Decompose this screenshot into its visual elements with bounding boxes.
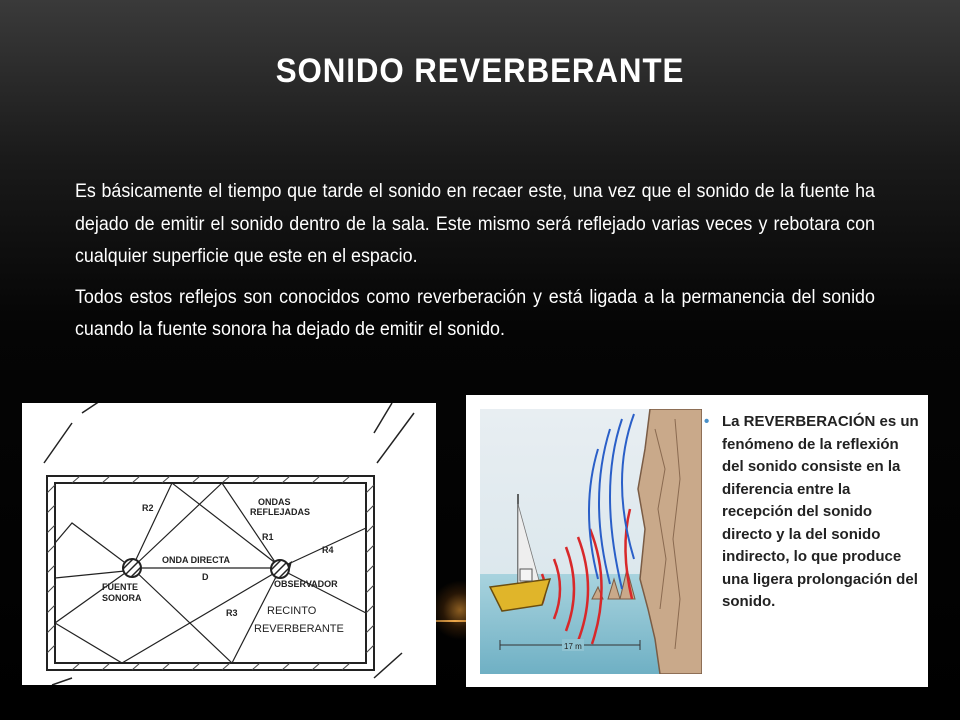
description-text: La REVERBERACIÓN es un fenómeno de la reflexión del sonido consiste en la diferencia entre la recepción del sonido directo y la del sonido indirecto, lo que produce una ligera prolongación del sonido. [722,413,919,610]
observador-icon [271,560,289,578]
label-r2: R2 [142,503,154,513]
reverberant-room-diagram [22,403,436,685]
paragraph-1: Es básicamente el tiempo que tarde el sonido en recaer este, una vez que el sonido de la fuente ha dejado de emitir el sonido dentro de la sala. Este mismo será reflejado varias veces y rebotara con cualquier superficie que este en el espacio. [75,181,875,267]
room-diagram-svg [22,403,436,685]
label-sonora: SONORA [102,593,142,603]
slide-title: SONIDO REVERBERANTE [275,52,685,90]
distance-label: 17 m [564,642,582,651]
label-fuente: FUENTE [102,582,138,592]
label-onda-directa: ONDA DIRECTA [162,555,230,565]
boat-cliff-illustration [480,409,702,674]
label-ondas: ONDAS [258,497,291,507]
label-reverberante: REVERBERANTE [254,623,344,635]
slide-body [75,176,875,355]
label-recinto: RECINTO [267,605,317,617]
label-r1: R1 [262,532,274,542]
reverberation-illustration-panel [466,395,928,687]
bullet-icon: • [704,413,710,430]
label-observador: OBSERVADOR [274,579,338,589]
paragraph-2: Todos estos reflejos son conocidos como reverberación y está ligada a la permanencia del sonido cuando la fuente sonora ha dejado de emitir el sonido. [75,286,875,340]
label-r3: R3 [226,608,238,618]
label-d: D [202,572,209,582]
label-r4: R4 [322,545,334,555]
label-reflejadas: REFLEJADAS [250,507,311,517]
fuente-sonora-icon [123,559,141,577]
